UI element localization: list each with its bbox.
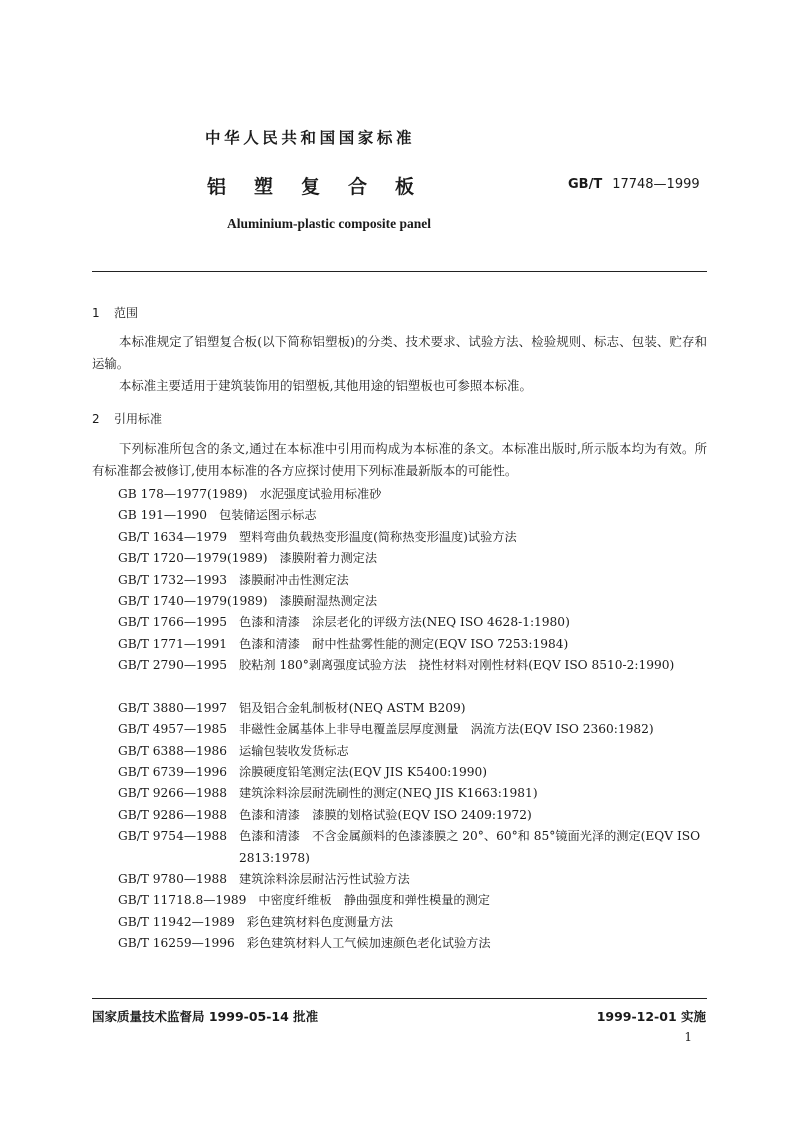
section-2-intro	[92, 438, 707, 482]
reference-item	[118, 933, 710, 954]
reference-item	[118, 912, 710, 933]
reference-item	[118, 612, 710, 633]
reference-title: 彩色建筑材料色度测量方法	[246, 914, 394, 929]
reference-code: GB/T 11718.8—1989	[118, 893, 247, 908]
reference-title: 色漆和清漆 涂层老化的评级方法(NEQ ISO 4628-1:1980)	[239, 615, 570, 630]
header-divider	[92, 271, 707, 272]
reference-item	[118, 741, 710, 762]
reference-code: GB/T 6388—1986	[118, 743, 228, 758]
reference-item	[118, 698, 710, 719]
reference-title: 中密度纤维板 静曲强度和弹性模量的测定	[258, 893, 490, 908]
reference-item	[118, 890, 710, 911]
reference-title: 铝及铝合金轧制板材(NEQ ASTM B209)	[239, 700, 466, 715]
reference-code: GB/T 3880—1997	[118, 700, 228, 715]
reference-code: GB/T 9754—1988	[118, 829, 228, 844]
reference-title: 建筑涂料涂层耐洗刷性的测定(NEQ JIS K1663:1981)	[239, 786, 538, 801]
reference-item	[118, 826, 710, 869]
document-title: 铝塑复合板	[207, 176, 443, 198]
reference-list	[118, 484, 710, 955]
reference-code: GB 178—1977(1989)	[118, 487, 248, 501]
reference-title: 胶粘剂 180°剥离强度试验方法 挠性材料对刚性材料(EQV ISO 8510-2:1990)	[239, 658, 675, 673]
reference-code: GB/T 1740—1979(1989)	[118, 593, 268, 608]
reference-item	[118, 762, 710, 783]
reference-title: 非磁性金属基体上非导电覆盖层厚度测量 涡流方法(EQV ISO 2360:1982)	[239, 722, 654, 737]
reference-item	[118, 655, 710, 698]
reference-title: 塑料弯曲负载热变形温度(简称热变形温度)试验方法	[239, 529, 517, 544]
reference-code: GB/T 1766—1995	[118, 615, 228, 630]
section-2-number: 2	[92, 412, 100, 426]
reference-title: 色漆和清漆 耐中性盐雾性能的测定(EQV ISO 7253:1984)	[239, 636, 569, 651]
section-2-title: 引用标准	[114, 412, 163, 426]
reference-code: GB 191—1990	[118, 508, 208, 523]
reference-code: GB/T 16259—1996	[118, 936, 235, 951]
section-1-number: 1	[92, 306, 100, 320]
implementation-date: 1999-12-01 实施	[596, 1009, 706, 1024]
reference-title: 色漆和清漆 漆膜的划格试验(EQV ISO 2409:1972)	[239, 807, 532, 822]
standard-code: 17748—1999	[612, 177, 700, 192]
reference-code: GB/T 1732—1993	[118, 572, 228, 587]
section-1-paragraph: 本标准规定了铝塑复合板(以下简称铝塑板)的分类、技术要求、试验方法、检验规则、标志、包装、贮存和运输。	[92, 334, 707, 371]
reference-item	[118, 719, 710, 740]
footer-divider	[92, 998, 707, 999]
reference-code: GB/T 1771—1991	[118, 636, 228, 651]
reference-title: 水泥强度试验用标准砂	[259, 487, 382, 501]
reference-code: GB/T 1634—1979	[118, 529, 228, 544]
reference-code: GB/T 11942—1989	[118, 914, 235, 929]
reference-item	[118, 783, 710, 804]
reference-title: 漆膜耐冲击性测定法	[239, 572, 349, 587]
reference-code: GB/T 9286—1988	[118, 807, 228, 822]
reference-title: 漆膜附着力测定法	[279, 551, 378, 566]
section-1-body	[92, 331, 707, 397]
reference-item	[118, 527, 710, 548]
section-1-paragraph: 本标准主要适用于建筑装饰用的铝塑板,其他用途的铝塑板也可参照本标准。	[119, 378, 532, 393]
reference-code: GB/T 2790—1995	[118, 658, 228, 673]
organization-heading: 中华人民共和国国家标准	[205, 129, 416, 147]
standard-number	[568, 177, 700, 192]
reference-title: 建筑涂料涂层耐沾污性试验方法	[239, 872, 410, 887]
reference-title: 运输包装收发货标志	[239, 743, 349, 758]
reference-item	[118, 805, 710, 826]
reference-code: GB/T 9266—1988	[118, 786, 228, 801]
section-1-heading	[92, 304, 138, 321]
reference-item	[118, 591, 710, 612]
english-title: Aluminium-plastic composite panel	[227, 216, 432, 231]
reference-title: 涂膜硬度铅笔测定法(EQV JIS K5400:1990)	[239, 765, 487, 780]
reference-code: GB/T 4957—1985	[118, 722, 228, 737]
reference-title: 包装储运图示标志	[219, 508, 317, 523]
reference-item	[118, 484, 710, 505]
section-2-paragraph: 下列标准所包含的条文,通过在本标准中引用而构成为本标准的条文。本标准出版时,所示版本均为有效。所有标准都会被修订,使用本标准的各方应探讨使用下列标准最新版本的可能性。	[92, 441, 707, 478]
reference-item	[118, 634, 710, 655]
reference-title: 漆膜耐湿热测定法	[279, 593, 378, 608]
approval-statement: 国家质量技术监督局 1999-05-14 批准	[92, 1009, 319, 1024]
section-1-title: 范围	[114, 306, 139, 320]
reference-title: 彩色建筑材料人工气候加速颜色老化试验方法	[246, 936, 491, 951]
reference-item	[118, 570, 710, 591]
standard-prefix: GB/T	[568, 177, 603, 192]
reference-item	[118, 869, 710, 890]
reference-item	[118, 548, 710, 569]
reference-title: 色漆和清漆 不含金属颜料的色漆漆膜之 20°、60°和 85°镜面光泽的测定(EQV ISO 2813:1978)	[239, 829, 701, 865]
reference-code: GB/T 1720—1979(1989)	[118, 551, 268, 566]
reference-item	[118, 505, 710, 526]
section-2-heading	[92, 410, 162, 427]
reference-code: GB/T 9780—1988	[118, 872, 228, 887]
reference-code: GB/T 6739—1996	[118, 765, 228, 780]
page-number: 1	[684, 1030, 692, 1044]
